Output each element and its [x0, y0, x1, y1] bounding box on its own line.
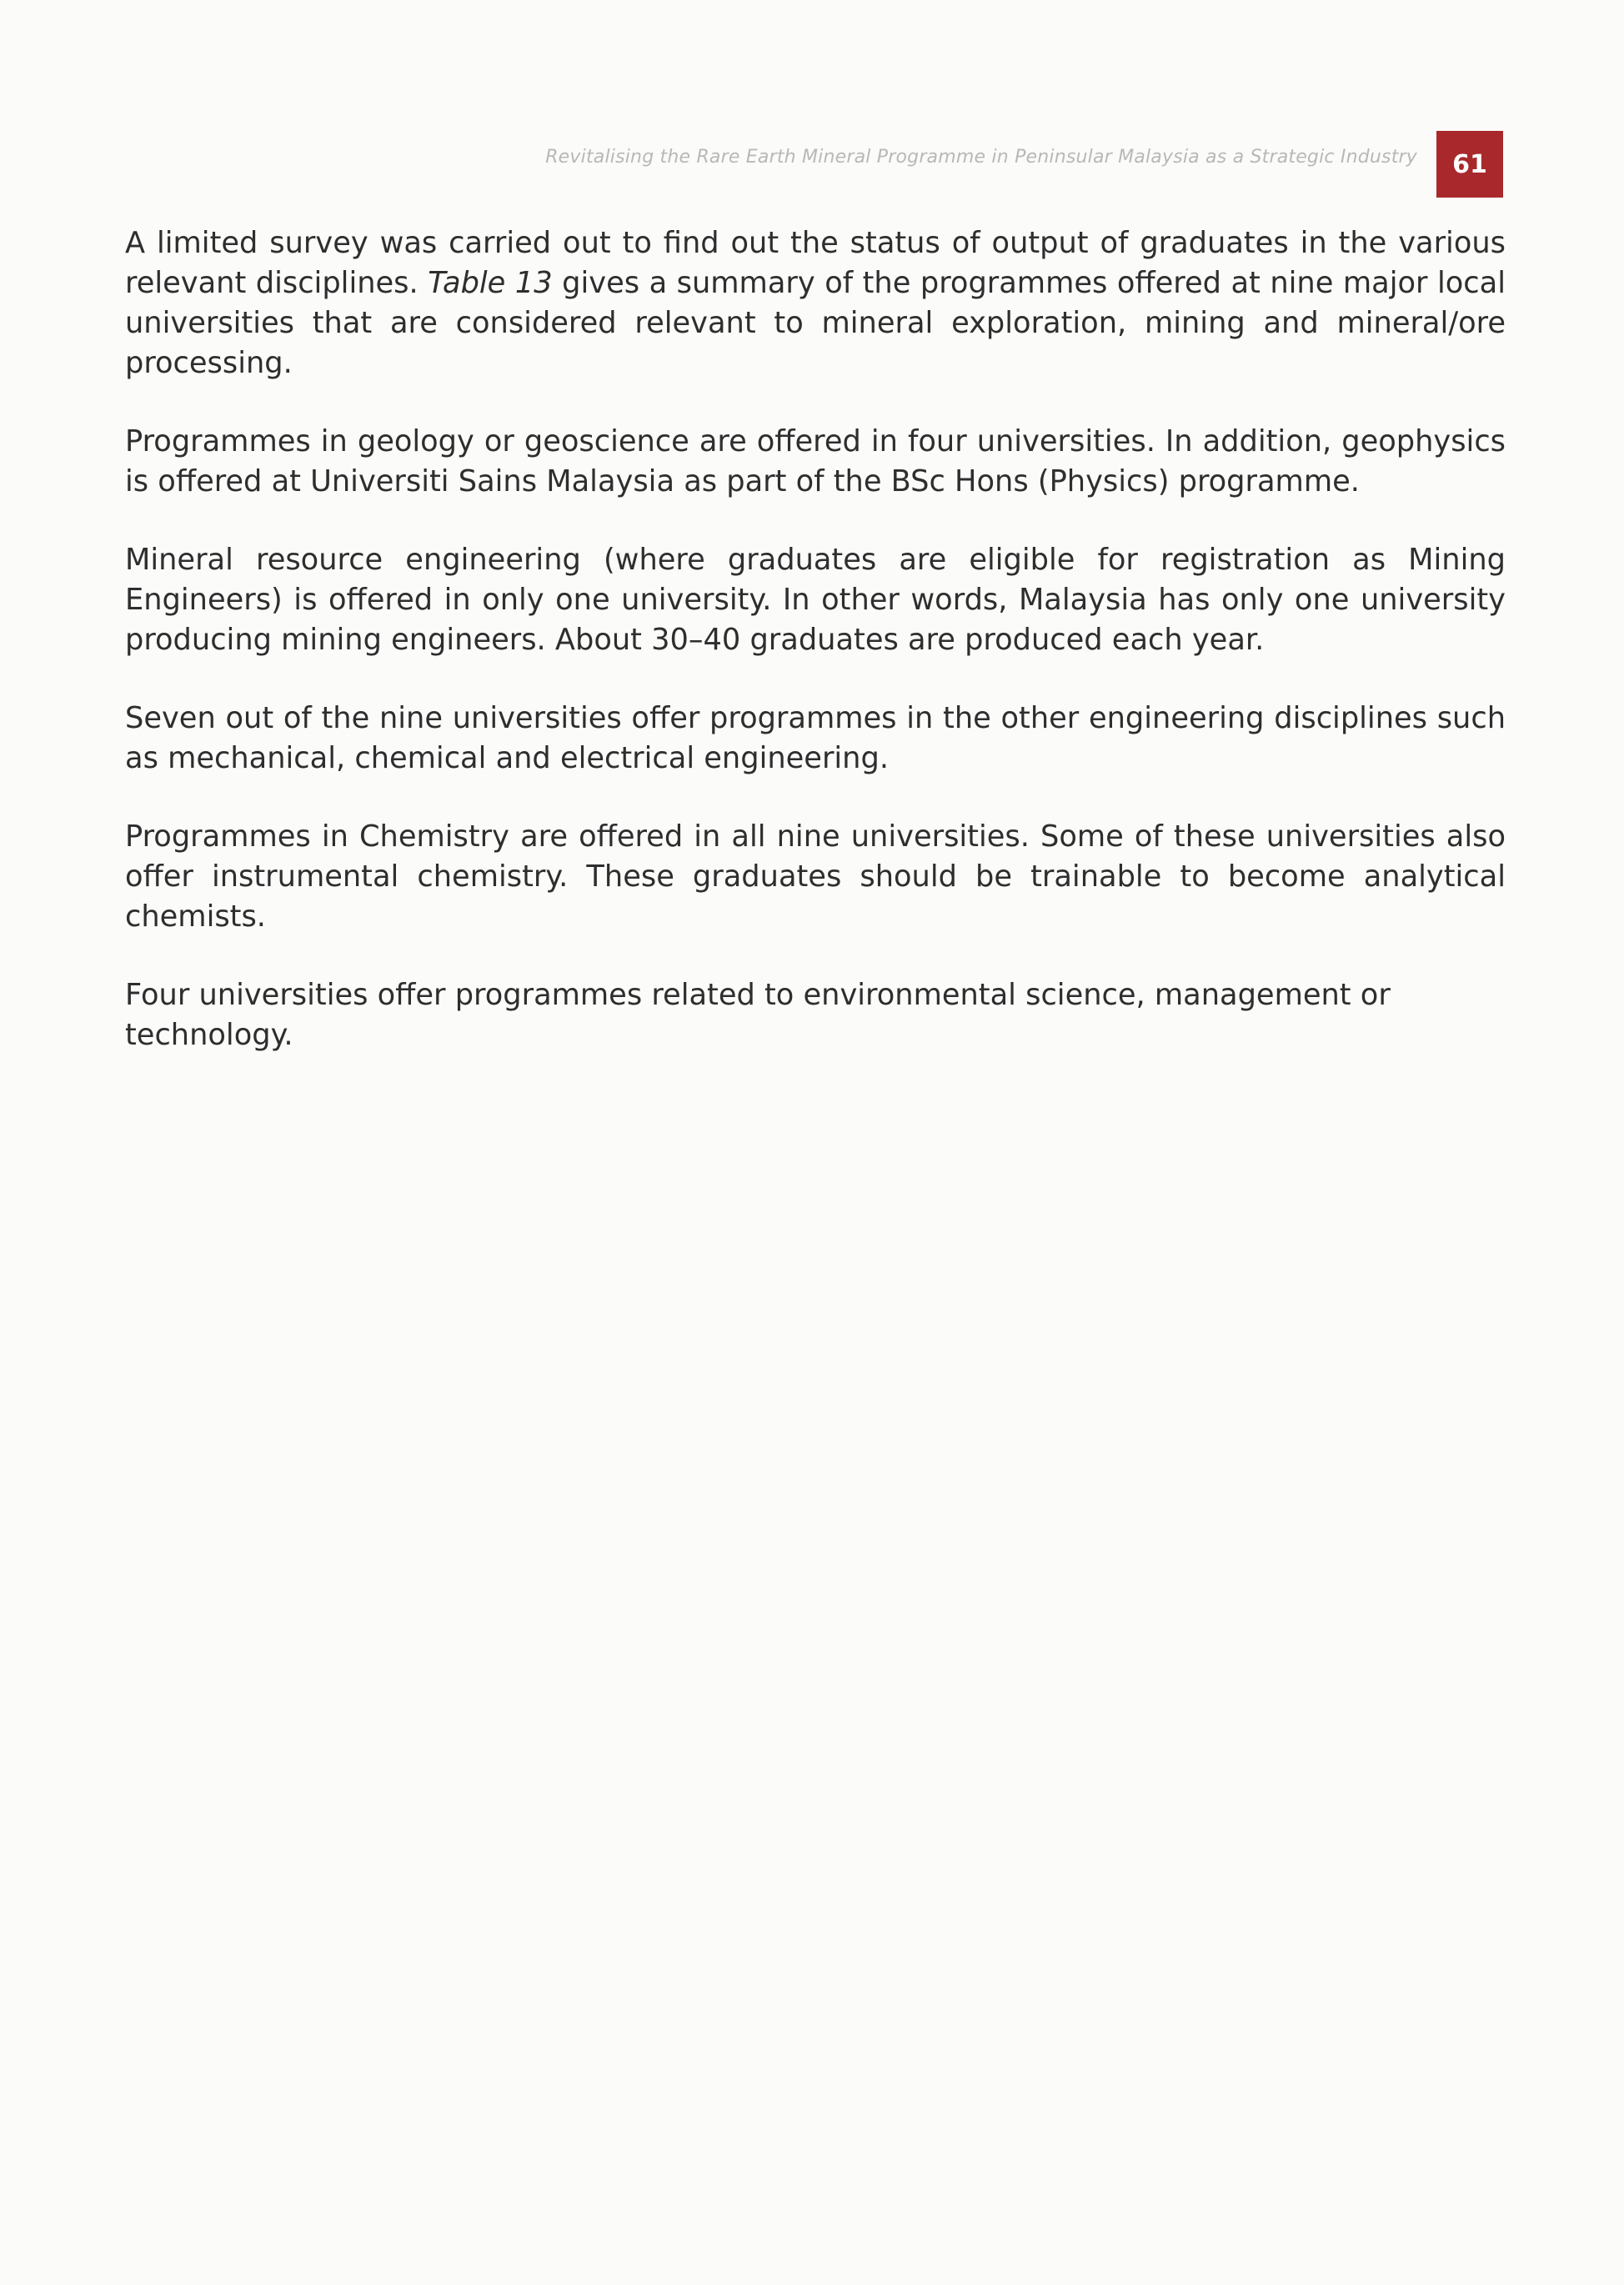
paragraph-mineral-engineering: Mineral resource engineering (where graduates are eligible for registration as Mining Engineers) is offered in only one university. In other words, Malaysia has only one university producing mining engineers. About 30–40 graduates are produced each year.	[125, 543, 1506, 657]
paragraph-survey-intro-rest: gives a summary of the programmes offered at nine major local universities that are considered relevant to mineral exploration, mining and mineral/ore processing.	[125, 266, 1506, 380]
running-header-title: Revitalising the Rare Earth Mineral Programme in Peninsular Malaysia as a Strategic Industry	[545, 147, 1417, 168]
body-text	[125, 223, 1506, 1094]
paragraph-engineering-disciplines: Seven out of the nine universities offer programmes in the other engineering disciplines such as mechanical, chemical and electrical engineering.	[125, 701, 1506, 775]
paragraph-environmental: Four universities offer programmes related to environmental science, management or technology.	[125, 978, 1391, 1052]
paragraph-survey-intro	[125, 223, 1506, 383]
page-number: 61	[1452, 149, 1487, 179]
paragraph-geology: Programmes in geology or geoscience are offered in four universities. In addition, geophysics is offered at Universiti Sains Malaysia as part of the BSc Hons (Physics) programme.	[125, 424, 1506, 499]
paragraph-chemistry: Programmes in Chemistry are offered in all nine universities. Some of these universities also offer instrumental chemistry. These graduates should be trainable to become analytical chemists.	[125, 819, 1506, 934]
table-13-reference: Table 13	[428, 266, 553, 300]
page-number-badge	[1436, 131, 1503, 198]
paragraph-survey-intro-start: A limited survey was carried out to find out the status of output of graduates in the various relevant disciplines.	[125, 226, 1506, 300]
